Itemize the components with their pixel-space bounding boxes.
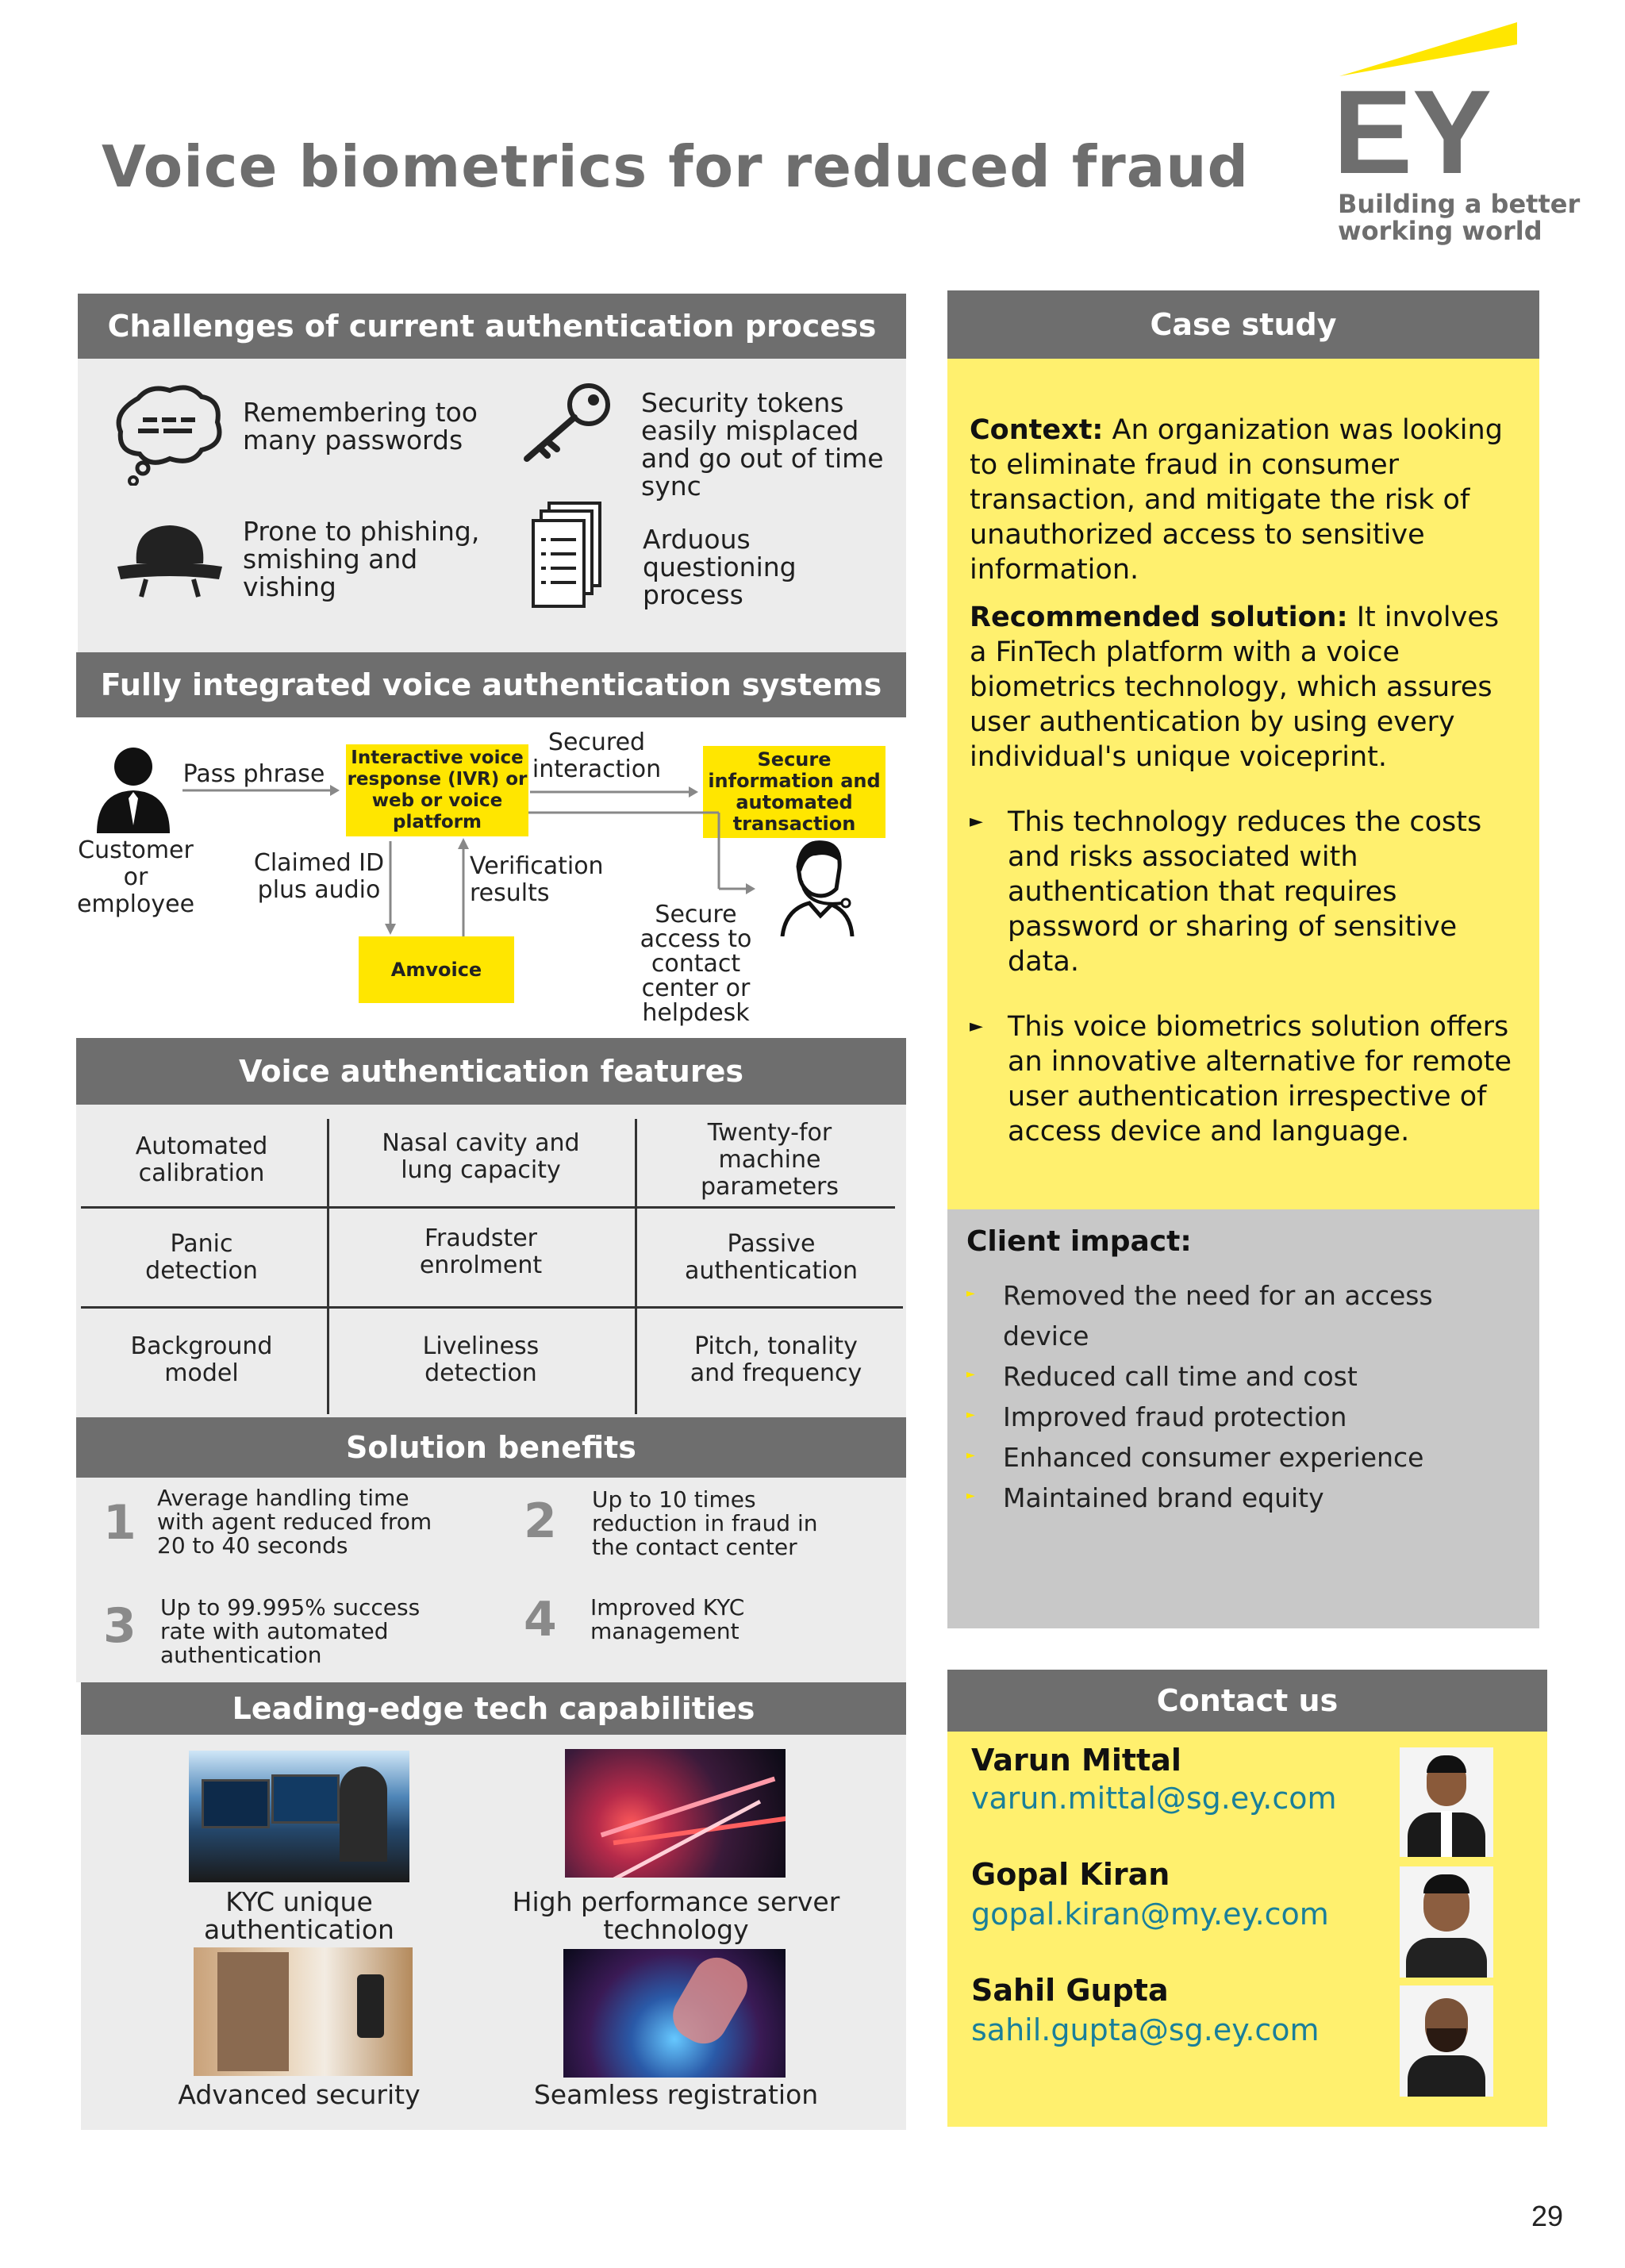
challenge-text-questioning: Arduous questioning process <box>643 524 797 610</box>
verification-arrow <box>455 836 471 936</box>
capability-security-label: Advanced security <box>178 2079 421 2110</box>
feature-automated-calibration: Automated calibration <box>135 1132 268 1187</box>
benefit-number-2: 2 <box>524 1493 557 1549</box>
claimed-id-label: Claimed ID plus audio <box>253 849 385 904</box>
secure-transaction-box: Secure information and automated transaction <box>703 746 885 838</box>
impact-item-2-text: Reduced call time and cost <box>1003 1361 1358 1392</box>
benefit-number-3: 3 <box>103 1598 136 1654</box>
trading-desk-photo <box>189 1751 409 1882</box>
feature-panic-detection: Panic detection <box>145 1230 258 1285</box>
feature-liveliness-detection: Liveliness detection <box>422 1332 540 1387</box>
bullet-arrow-icon: ► <box>970 1017 983 1036</box>
impact-item-4-text: Enhanced consumer experience <box>1003 1442 1424 1473</box>
solution-label: Recommended solution: <box>970 602 1348 633</box>
features-grid <box>76 1105 906 1417</box>
verification-label: Verification results <box>470 852 604 907</box>
feature-pitch-tonality: Pitch, tonality and frequency <box>690 1332 862 1387</box>
benefits-header: Solution benefits <box>76 1417 906 1478</box>
helpdesk-agent-icon <box>774 836 862 936</box>
logo-tagline-line2: working world <box>1338 216 1542 246</box>
client-impact-panel <box>947 1209 1539 1628</box>
feature-fraudster-enrolment: Fraudster enrolment <box>419 1224 543 1279</box>
logo-letters: EY <box>1333 65 1492 198</box>
impact-item-1-text: Removed the need for an access device <box>1003 1280 1433 1351</box>
contact-photo-3 <box>1400 1985 1493 2097</box>
page-title: Voice biometrics for reduced fraud <box>102 133 1250 200</box>
capability-server-label: High performance server technology <box>512 1886 840 1945</box>
contact-email-3[interactable]: sahil.gupta@sg.ey.com <box>971 2012 1320 2047</box>
case-context <box>970 413 1517 587</box>
contact-header: Contact us <box>947 1670 1547 1732</box>
features-header: Voice authentication features <box>76 1038 906 1105</box>
case-study-header: Case study <box>947 290 1539 359</box>
impact-item-3-text: Improved fraud protection <box>1003 1401 1347 1432</box>
benefit-text-4: Improved KYC management <box>590 1594 745 1644</box>
customer-label: Customer or employee <box>76 836 195 918</box>
challenges-header: Challenges of current authentication process <box>78 294 906 359</box>
case-solution <box>970 600 1517 775</box>
page-number: 29 <box>1531 2200 1564 2232</box>
bullet-icon: ► <box>966 1449 975 1462</box>
contact-name-1: Varun Mittal <box>971 1743 1181 1778</box>
case-study-panel <box>947 359 1539 1209</box>
challenge-text-phishing: Prone to phishing, smishing and vishing <box>243 516 480 602</box>
benefit-number-1: 1 <box>103 1495 136 1551</box>
case-bullet-2 <box>970 1009 1517 1149</box>
contact-photo-1 <box>1400 1747 1493 1857</box>
contact-email-2[interactable]: gopal.kiran@my.ey.com <box>971 1897 1329 1932</box>
contact-email-1[interactable]: varun.mittal@sg.ey.com <box>971 1781 1337 1816</box>
touch-screen-photo <box>563 1949 786 2078</box>
feature-twenty-for-parameters: Twenty-for machine parameters <box>700 1119 839 1201</box>
benefits-panel <box>76 1478 906 1682</box>
contact-panel <box>947 1732 1547 2127</box>
benefit-text-1: Average handling time with agent reduced from 20 to 40 seconds <box>157 1485 432 1559</box>
ivr-box: Interactive voice response (IVR) or web or voice platform <box>346 744 528 836</box>
contact-name-2: Gopal Kiran <box>971 1857 1170 1892</box>
system-diagram <box>76 717 906 1038</box>
capability-kyc-label: KYC unique authentication <box>204 1886 394 1945</box>
secure-access-label: Secure access to contact center or helpdesk <box>640 900 752 1027</box>
contact-photo-2 <box>1400 1866 1493 1978</box>
benefit-number-4: 4 <box>524 1592 557 1647</box>
bullet-icon: ► <box>966 1368 975 1381</box>
impact-item-3 <box>966 1397 1520 1437</box>
bullet-arrow-icon: ► <box>970 812 983 832</box>
bullet-icon: ► <box>966 1490 975 1502</box>
secured-interaction-label: Secured interaction <box>532 728 662 783</box>
case-bullet-2-text: This voice biometrics solution offers an innovative alternative for remote user authentication irrespective of access device and language. <box>1008 1011 1512 1147</box>
documents-icon <box>528 500 608 611</box>
impact-item-5-text: Maintained brand equity <box>1003 1482 1324 1513</box>
hat-icon <box>114 514 225 602</box>
pass-phrase-label: Pass phrase <box>182 760 325 788</box>
claimed-id-arrow <box>382 841 398 936</box>
benefit-text-3: Up to 99.995% success rate with automated authentication <box>160 1594 421 1668</box>
benefit-text-2: Up to 10 times reduction in fraud in the contact center <box>592 1486 818 1560</box>
pass-phrase-arrow <box>182 782 341 798</box>
client-impact-header: Client impact: <box>966 1225 1192 1258</box>
case-bullet-1 <box>970 805 1517 979</box>
case-bullet-1-text: This technology reduces the costs and risks associated with authentication that requires password or sharing of sensitive data. <box>1008 806 1482 978</box>
challenge-text-tokens: Security tokens easily misplaced and go out of time sync <box>641 387 884 502</box>
amvoice-box: Amvoice <box>359 936 514 1003</box>
impact-item-2 <box>966 1356 1520 1397</box>
secured-interaction-arrow <box>530 784 705 800</box>
fiber-optics-photo <box>565 1749 786 1878</box>
capability-registration-label: Seamless registration <box>533 2079 819 2110</box>
feature-passive-authentication: Passive authentication <box>684 1230 859 1285</box>
logo-tagline-line1: Building a better <box>1338 189 1581 219</box>
bullet-icon: ► <box>966 1287 975 1300</box>
feature-nasal-cavity: Nasal cavity and lung capacity <box>382 1129 580 1184</box>
impact-item-1 <box>966 1275 1520 1356</box>
key-icon <box>516 379 619 467</box>
contact-name-3: Sahil Gupta <box>971 1973 1169 2008</box>
capabilities-panel <box>81 1735 906 2130</box>
solution-text: It involves a FinTech platform with a voice biometrics technology, which assures user authentication by using every individual's unique voiceprint. <box>970 602 1500 773</box>
impact-item-5 <box>966 1478 1520 1518</box>
context-text: An organization was looking to eliminate fraud in consumer transaction, and mitigate the risk of unauthorized access to sensitive information. <box>970 414 1503 586</box>
challenges-panel <box>78 359 906 652</box>
challenge-text-passwords: Remembering too many passwords <box>243 397 478 456</box>
capabilities-header: Leading-edge tech capabilities <box>81 1682 906 1735</box>
system-header: Fully integrated voice authentication systems <box>76 652 906 717</box>
speech-bubble-icon <box>114 382 225 486</box>
feature-background-model: Background model <box>130 1332 273 1387</box>
impact-item-4 <box>966 1437 1520 1478</box>
customer-icon <box>94 746 173 833</box>
context-label: Context: <box>970 414 1104 446</box>
door-access-photo <box>194 1947 413 2076</box>
bullet-icon: ► <box>966 1409 975 1421</box>
logo-tagline <box>1338 190 1580 244</box>
